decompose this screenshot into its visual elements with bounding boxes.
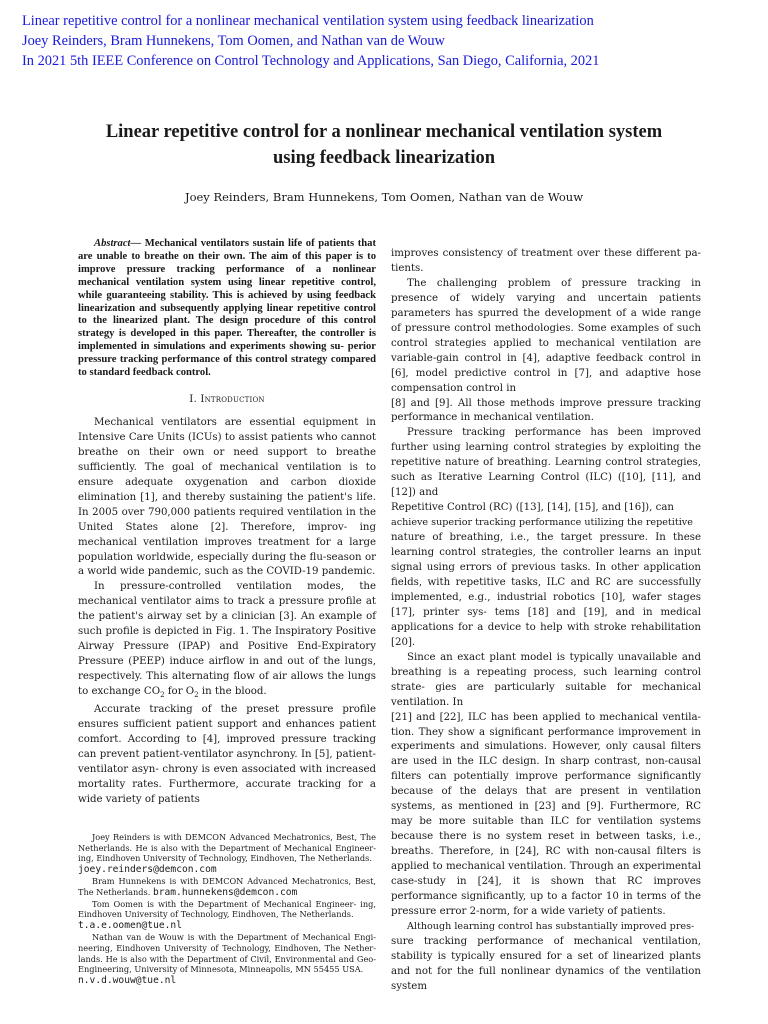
paper-title-line-1: Linear repetitive control for a nonlinear mechanical ventilation system — [105, 122, 663, 142]
banner-venue[interactable]: In 2021 5th IEEE Conference on Control Technology and Applications, San Diego, California, 2021 — [22, 53, 600, 69]
footnote-van-de-wouw-text: Nathan van de Wouw is with the Department of Mechanical Engi- neering, Eindhoven University of Technology, Eindhoven, The Nether- lands. He is also with the Department of Civil, Environmental and Geo- Engineering, University of Minnesota, Minneapolis, MN 55455 USA. — [78, 931, 376, 975]
footnote-hunnekens — [78, 876, 376, 899]
intro-paragraph-3: Accurate tracking of the preset pressure profile ensures sufficient patient support and enhances patient comfort. According to [4], improved pressure tracking can prevent patient-ventilator asynchrony. In [5], patient-ventilator asyn- chrony is even associated with increased mortality rates. Furthermore, accurate tracking for a wide variety of patients — [78, 704, 376, 805]
right-paragraph-4b: [21] and [22], ILC has been applied to mechanical ventila- tion. They show a significant performance improvement in experiments and simulations. However, only causal filters are used in the ILC design. In sharp contrast, non-causal filters can potentially improve performance significantly because of the delays that are present in ventilation systems, as mentioned in [23] and [9]. Furthermore, RC may be more suitable than ILC for ventilation systems because there is no system reset in between tasks, i.e., breaths. Therefore, in [24], RC with non-causal filters is applied to mechanical ventilation. Through an experimental case-study in [24], it is shown that RC improves performance significantly, up to a factor 10 in terms of the pressure error 2-norm, for a wide variety of patients. — [391, 711, 701, 917]
paper-title-line-2: using feedback linearization — [272, 148, 495, 168]
footnote-hunnekens-text: Bram Hunnekens is with DEMCON Advanced Mechatronics, Best, The Netherlands. — [78, 875, 376, 897]
right-paragraph-3b: Repetitive Control (RC) ([13], [14], [15], and [16]), can — [391, 502, 674, 514]
intro-paragraph-2-text: In pressure-controlled ventilation modes, the mechanical ventilator aims to track a pressure profile at the patient's airway set by a clinician [3]. An example of such profile is depicted in Fig. 1. The Inspiratory Positive Airway Pressure (IPAP) and Positive End-Expiratory Pressure (PEEP) induce airflow in and out of the lungs, respectively. This alternating flow of air allows the lungs to exchange CO — [78, 581, 376, 698]
right-paragraph-1: improves consistency of treatment over these different pa- tients. — [391, 248, 701, 274]
right-paragraph-5b: sure tracking performance of mechanical ventilation, stability is typically ensured for a set of linearized plants and not for the full nonlinear dynamics of the ventilation system — [391, 935, 701, 992]
section-number: I. — [189, 393, 197, 405]
citation-banner[interactable] — [22, 11, 752, 71]
footnote-van-de-wouw — [78, 932, 376, 987]
paper-title — [40, 119, 728, 171]
right-paragraph-3c: achieve superior tracking performance utilizing the repetitive — [391, 517, 693, 529]
banner-title[interactable]: Linear repetitive control for a nonlinear mechanical ventilation system using feedback linearization — [22, 13, 594, 29]
right-paragraph-3a: Pressure tracking performance has been improved further using learning control strategies by exploiting the repetitive nature of breathing. Learning control strategies, such as Iterative Learning Control (ILC) ([10], [11], and [12]) and — [391, 427, 701, 499]
right-paragraph-5a: Although learning control has substantially improved pres- — [407, 920, 695, 932]
email-reinders[interactable]: joey.reinders@demcon.com — [78, 864, 217, 876]
footnote-oomen — [78, 899, 376, 932]
intro-paragraph-2-mid: for O — [164, 686, 195, 698]
intro-paragraph-1: Mechanical ventilators are essential equipment in Intensive Care Units (ICUs) to assist patients who cannot breathe on their own or need support to breathe sufficiently. The goal of mechanical ventilation is to ensure adequate oxygenation and carbon dioxide elimination [1], and thereby sustaining the patient's life. In 2005 over 790,000 patients required ventilation in the United States alone [2]. Therefore, improv- ing mechanical ventilation improves treatment for a large population worldwide, especially during the flu-season or a world wide pandemic, such as the COVID-19 pandemic. — [78, 416, 376, 578]
right-column — [391, 247, 701, 995]
author-footnotes — [78, 832, 376, 987]
footnote-oomen-text: Tom Oomen is with the Department of Mechanical Engineer- ing, Eindhoven University of Technology, Eindhoven, The Netherlands. — [78, 898, 376, 920]
right-paragraph-2b: [8] and [9]. All those methods improve pressure tracking performance in mechanical ventilation. — [391, 397, 701, 424]
section-heading-introduction — [78, 393, 376, 408]
footnote-reinders — [78, 832, 376, 876]
o2-subscript: 2 — [194, 691, 199, 700]
banner-authors[interactable]: Joey Reinders, Bram Hunnekens, Tom Oomen, and Nathan van de Wouw — [22, 33, 445, 49]
abstract-dash: — — [130, 238, 142, 249]
abstract-label: Abstract — [94, 238, 131, 249]
intro-paragraph-2 — [78, 580, 376, 703]
email-oomen[interactable]: t.a.e.oomen@tue.nl — [78, 920, 182, 932]
right-paragraph-4a: Since an exact plant model is typically unavailable and breathing is a repeating process, such learning control strate- gies are particularly suitable for mechanical ventilation. In — [391, 651, 701, 708]
co2-subscript: 2 — [160, 691, 165, 700]
right-paragraph-2a: The challenging problem of pressure tracking in presence of widely varying and uncertain patients parameters has spurred the development of a wide range of pressure control methodologies. Some examples of such control strategies applied to mechanical ventilation are variable-gain control in [4], adaptive feedback control in [6], model predictive control in [7], and adaptive hose compensation control in — [391, 277, 701, 394]
left-column — [78, 238, 376, 987]
email-hunnekens[interactable]: bram.hunnekens@demcon.com — [152, 886, 298, 898]
intro-paragraph-2-end: in the blood. — [198, 686, 267, 698]
email-van-de-wouw[interactable]: n.v.d.wouw@tue.nl — [78, 975, 177, 987]
abstract-text: Mechanical ventilators sustain life of patients that are unable to breathe on their own. The aim of this paper is to improve pressure tracking performance of a nonlinear mechanical ventilation system using linear repetitive control, while guaranteeing stability. This is achieved by using feedback linearization and subsequently applying linear repetitive control to the linearized plant. The design procedure of this control strategy is developed in this paper. Thereafter, the controller is implemented in simulations and experiments showing su- perior pressure tracking performance of this control strategy compared to standard feedback control. — [78, 238, 376, 379]
paper-authors: Joey Reinders, Bram Hunnekens, Tom Oomen, Nathan van de Wouw — [184, 190, 584, 204]
section-title: Introduction — [200, 393, 265, 405]
right-paragraph-3d: nature of breathing, i.e., the target pressure. In these learning control strategies, the controller learns an input signal using errors of previous tasks. In other application fields, with repetitive tasks, ILC and RC are successfully implemented, e.g., industrial robotics [10], wafer stages [17], printer sys- tems [18] and [19], and in medical applications for a device to help with stroke rehabilitation [20]. — [391, 532, 701, 648]
abstract — [78, 238, 376, 380]
footnote-reinders-text: Joey Reinders is with DEMCON Advanced Mechatronics, Best, The Netherlands. He is also with the Department of Mechanical Engineer- ing, Eindhoven University of Technology, Eindhoven, The Netherlands. — [78, 831, 376, 864]
